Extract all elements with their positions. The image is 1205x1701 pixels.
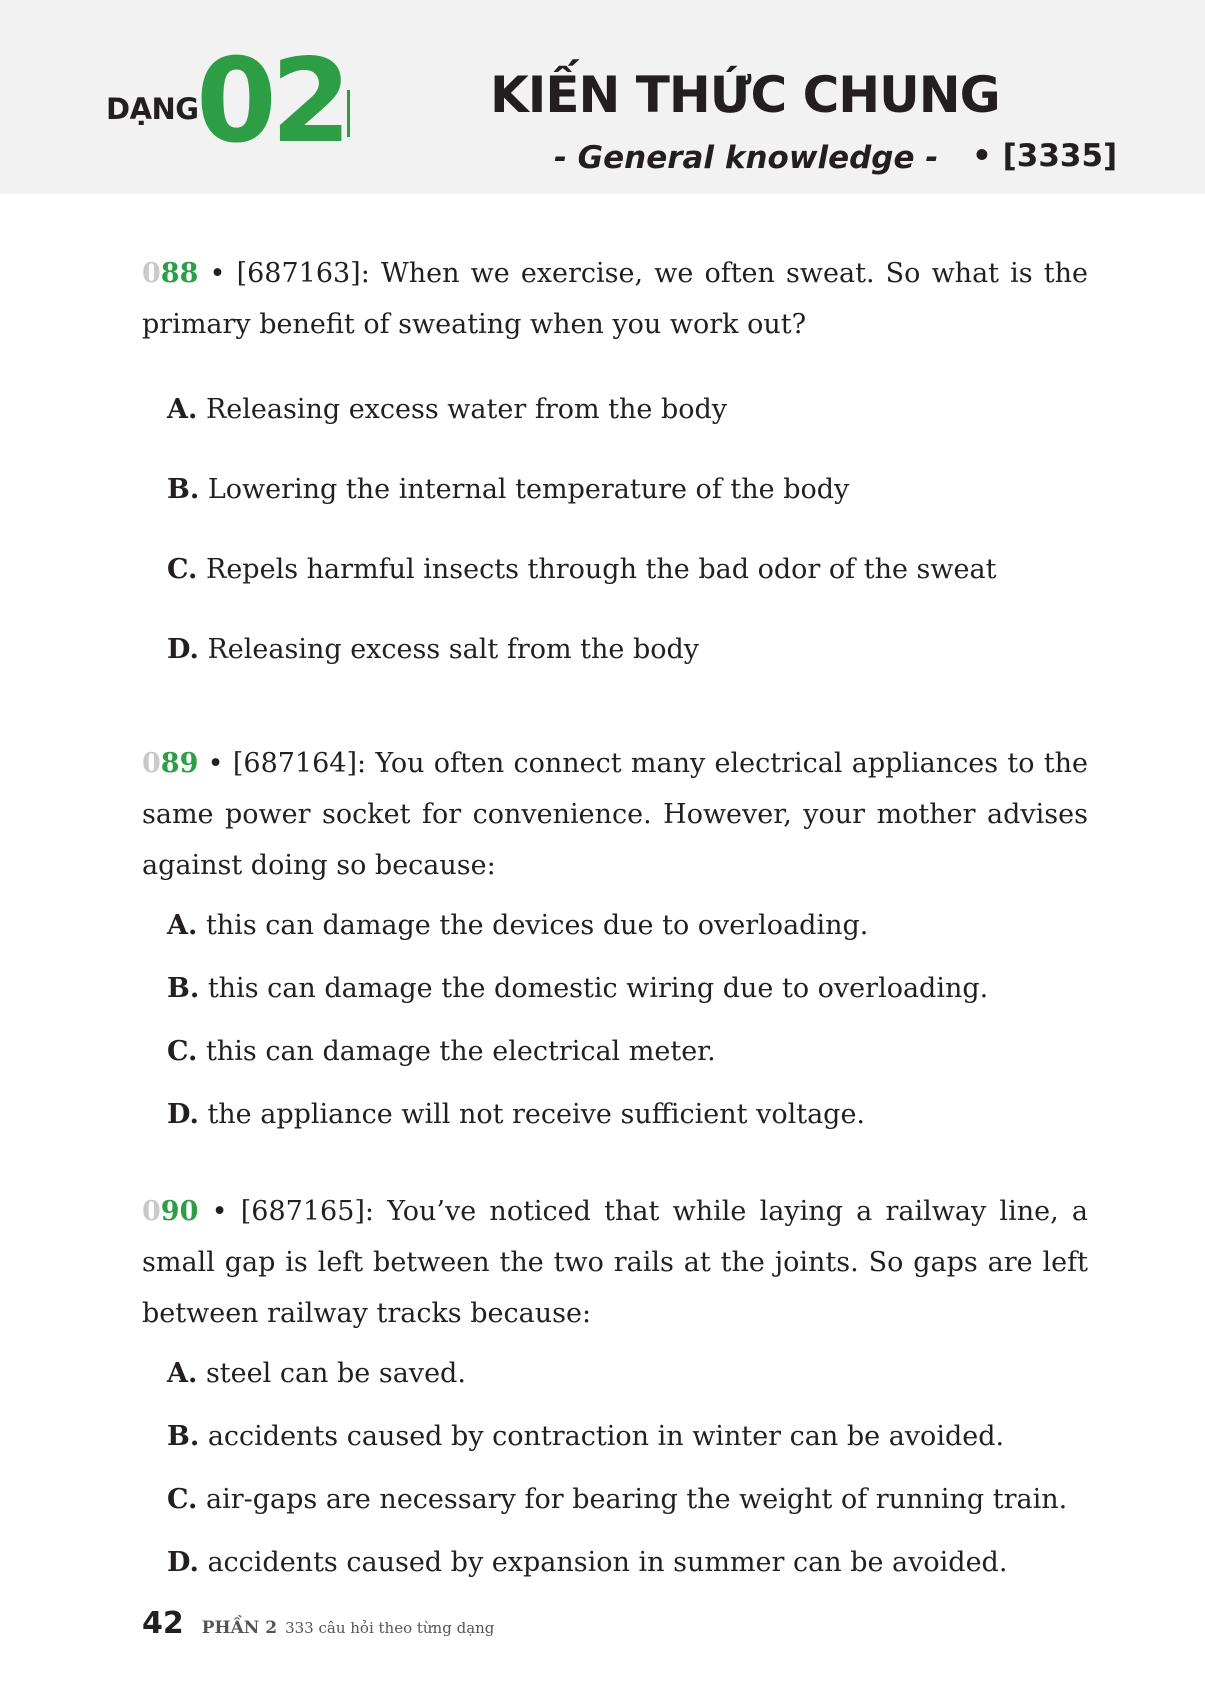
answer-option (167, 1083, 1088, 1146)
page-number: 42 (142, 1606, 184, 1641)
answer-options (167, 894, 1088, 1146)
option-letter: C. (167, 1484, 198, 1515)
option-letter: C. (167, 1036, 198, 1067)
option-letter: D. (167, 1547, 199, 1578)
option-letter: A. (167, 394, 198, 425)
question-block (142, 248, 1088, 690)
option-letter: B. (167, 474, 200, 505)
option-text: Releasing excess water from the body (197, 394, 728, 425)
option-text: accidents caused by contraction in winter can be avoided. (199, 1421, 1005, 1452)
option-text: this can damage the electrical meter. (197, 1036, 716, 1067)
question-number-lead: 0 (142, 1196, 161, 1227)
option-text: air-gaps are necessary for bearing the weight of running train. (197, 1484, 1068, 1515)
question-text: • [687163]: When we exercise, we often sweat. So what is the primary benefit of sweating when you work out? (142, 258, 1088, 340)
part-label: PHẦN 2 (201, 1618, 278, 1638)
questions-list (142, 248, 1088, 1594)
page-title: KIẾN THỨC CHUNG (490, 66, 1000, 124)
option-text: Releasing excess salt from the body (198, 634, 700, 665)
page-header (0, 0, 1205, 194)
question-stem (142, 738, 1088, 891)
answer-option (167, 894, 1088, 957)
answer-options (167, 1342, 1088, 1594)
question-number: 90 (160, 1196, 199, 1227)
question-block (142, 738, 1088, 1146)
page-subtitle: - General knowledge - (554, 140, 939, 176)
section-type-label: DẠNG (106, 92, 199, 126)
question-stem (142, 1186, 1088, 1339)
answer-option (167, 530, 1088, 610)
question-number-lead: 0 (142, 258, 161, 289)
answer-option (167, 1405, 1088, 1468)
question-number: 89 (160, 748, 199, 779)
option-text: this can damage the devices due to overloading. (197, 910, 869, 941)
question-text: • [687165]: You’ve noticed that while laying a railway line, a small gap is left between the two rails at the joints. So gaps are left between railway tracks because: (142, 1196, 1088, 1329)
option-text: Lowering the internal temperature of the body (199, 474, 850, 505)
header-divider (347, 90, 350, 137)
section-code: • [3335] (972, 138, 1118, 174)
answer-option (167, 1020, 1088, 1083)
answer-option (167, 610, 1088, 690)
option-letter: C. (167, 554, 198, 585)
option-letter: A. (167, 1358, 198, 1389)
option-letter: D. (167, 1099, 199, 1130)
question-stem (142, 248, 1088, 350)
question-block (142, 1186, 1088, 1594)
answer-option (167, 1531, 1088, 1594)
question-text: • [687164]: You often connect many electrical appliances to the same power socket for convenience. However, your mother advises against doing so because: (142, 748, 1088, 881)
option-text: this can damage the domestic wiring due to overloading. (199, 973, 989, 1004)
answer-option (167, 370, 1088, 450)
page-footer (142, 1606, 494, 1641)
answer-option (167, 1468, 1088, 1531)
answer-option (167, 450, 1088, 530)
option-text: the appliance will not receive sufficient voltage. (198, 1099, 866, 1130)
answer-options (167, 370, 1088, 690)
option-text: steel can be saved. (197, 1358, 466, 1389)
option-letter: D. (167, 634, 199, 665)
option-letter: A. (167, 910, 198, 941)
answer-option (167, 957, 1088, 1020)
option-text: accidents caused by expansion in summer can be avoided. (198, 1547, 1008, 1578)
part-description: 333 câu hỏi theo từng dạng (285, 1619, 495, 1637)
option-text: Repels harmful insects through the bad odor of the sweat (197, 554, 997, 585)
question-number-lead: 0 (142, 748, 161, 779)
answer-option (167, 1342, 1088, 1405)
question-number: 88 (160, 258, 199, 289)
option-letter: B. (167, 1421, 200, 1452)
section-number: 02 (196, 34, 346, 169)
option-letter: B. (167, 973, 200, 1004)
